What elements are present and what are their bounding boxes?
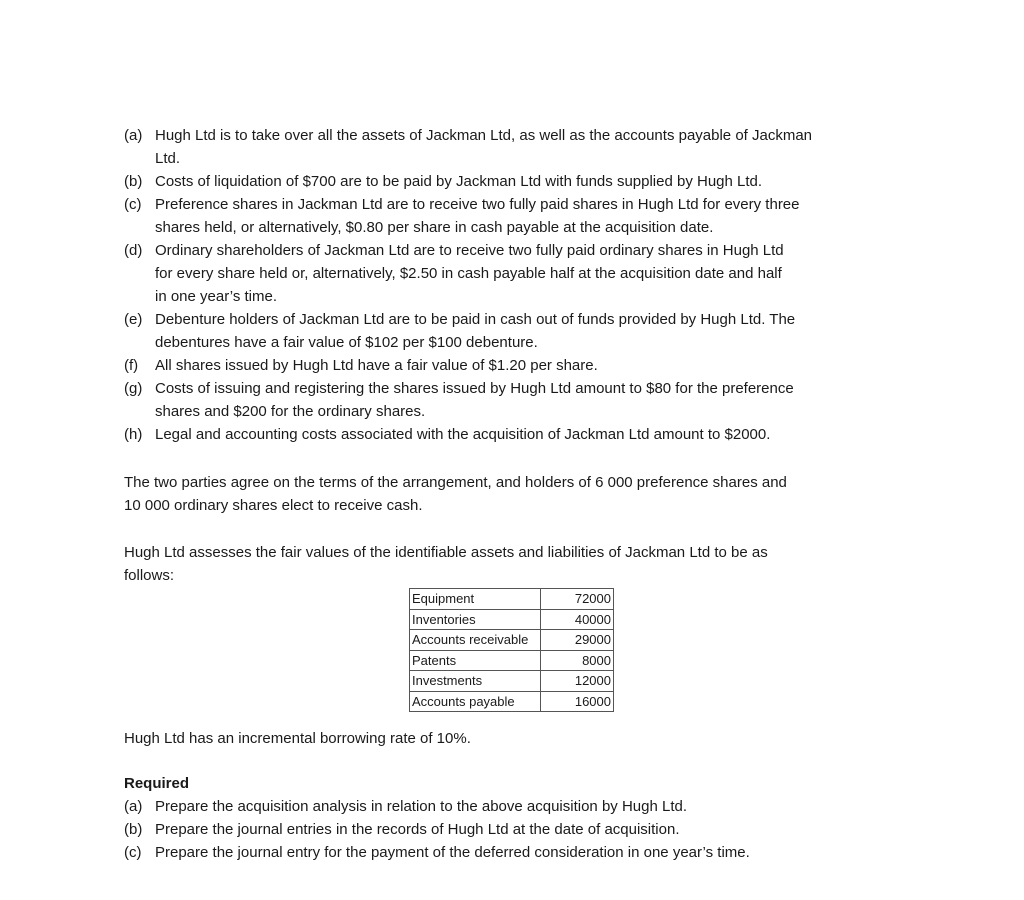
- asset-value: 72000: [541, 589, 614, 610]
- table-row: [410, 609, 614, 630]
- term-text-line: Preference shares in Jackman Ltd are to receive two fully paid shares in Hugh Ltd for every three: [155, 196, 800, 213]
- asset-name: Patents: [410, 650, 541, 671]
- fair-value-table: [409, 588, 614, 712]
- term-item: [124, 193, 812, 239]
- term-label: (g): [124, 380, 143, 397]
- asset-name: Accounts payable: [410, 691, 541, 712]
- term-item: [124, 354, 812, 377]
- required-item: [124, 818, 750, 841]
- term-text-line: Costs of liquidation of $700 are to be paid by Jackman Ltd with funds supplied by Hugh Ltd.: [155, 173, 763, 190]
- term-text-line: Hugh Ltd is to take over all the assets of Jackman Ltd, as well as the accounts payable of Jackman: [155, 127, 813, 144]
- text-line: follows:: [124, 567, 175, 584]
- asset-name: Equipment: [410, 589, 541, 610]
- text-line: The two parties agree on the terms of the arrangement, and holders of 6 000 preference shares and: [124, 474, 787, 491]
- term-text-line: shares held, or alternatively, $0.80 per share in cash payable at the acquisition date.: [155, 219, 714, 236]
- term-label: (c): [124, 196, 142, 213]
- required-item: [124, 841, 750, 864]
- required-text: Prepare the journal entries in the records of Hugh Ltd at the date of acquisition.: [155, 821, 680, 838]
- required-heading: Required: [124, 775, 190, 792]
- term-text-line: shares and $200 for the ordinary shares.: [155, 403, 426, 420]
- term-item: [124, 308, 812, 354]
- asset-value: 29000: [541, 630, 614, 651]
- table-row: [410, 630, 614, 651]
- required-label: (a): [124, 798, 143, 815]
- table-row: [410, 650, 614, 671]
- asset-name: Investments: [410, 671, 541, 692]
- term-item: [124, 423, 812, 446]
- text-line: Hugh Ltd has an incremental borrowing rate of 10%.: [124, 730, 471, 747]
- asset-value: 12000: [541, 671, 614, 692]
- required-section: [124, 772, 750, 864]
- term-label: (e): [124, 311, 143, 328]
- term-label: (f): [124, 357, 139, 374]
- table-row: [410, 671, 614, 692]
- paragraph-cash-election: [124, 471, 787, 517]
- term-label: (b): [124, 173, 143, 190]
- paragraph-fair-values: [124, 541, 768, 587]
- term-item: [124, 239, 812, 308]
- term-text-line: debentures have a fair value of $102 per $100 debenture.: [155, 334, 538, 351]
- asset-value: 8000: [541, 650, 614, 671]
- term-text-line: for every share held or, alternatively, $2.50 in cash payable half at the acquisition date and half: [155, 265, 782, 282]
- asset-value: 40000: [541, 609, 614, 630]
- term-text-line: Costs of issuing and registering the shares issued by Hugh Ltd amount to $80 for the preference: [155, 380, 794, 397]
- term-text-line: in one year’s time.: [155, 288, 278, 305]
- term-item: [124, 377, 812, 423]
- term-item: [124, 170, 812, 193]
- required-label: (b): [124, 821, 143, 838]
- asset-name: Accounts receivable: [410, 630, 541, 651]
- term-label: (h): [124, 426, 143, 443]
- term-label: (a): [124, 127, 143, 144]
- required-text: Prepare the journal entry for the payment of the deferred consideration in one year’s time.: [155, 844, 750, 861]
- terms-list: [124, 124, 812, 446]
- asset-value: 16000: [541, 691, 614, 712]
- asset-name: Inventories: [410, 609, 541, 630]
- text-line: Hugh Ltd assesses the fair values of the identifiable assets and liabilities of Jackman Ltd to be as: [124, 544, 768, 561]
- text-line: 10 000 ordinary shares elect to receive cash.: [124, 497, 423, 514]
- table-row: [410, 589, 614, 610]
- term-label: (d): [124, 242, 143, 259]
- term-text-line: All shares issued by Hugh Ltd have a fair value of $1.20 per share.: [155, 357, 598, 374]
- term-text-line: Legal and accounting costs associated with the acquisition of Jackman Ltd amount to $2000.: [155, 426, 771, 443]
- required-label: (c): [124, 844, 142, 861]
- paragraph-borrowing-rate: [124, 727, 471, 750]
- term-text-line: Ltd.: [155, 150, 181, 167]
- required-item: [124, 795, 750, 818]
- term-text-line: Debenture holders of Jackman Ltd are to be paid in cash out of funds provided by Hugh Ltd. The: [155, 311, 796, 328]
- required-text: Prepare the acquisition analysis in relation to the above acquisition by Hugh Ltd.: [155, 798, 687, 815]
- term-item: [124, 124, 812, 170]
- table-row: [410, 691, 614, 712]
- term-text-line: Ordinary shareholders of Jackman Ltd are to receive two fully paid ordinary shares in Hugh Ltd: [155, 242, 784, 259]
